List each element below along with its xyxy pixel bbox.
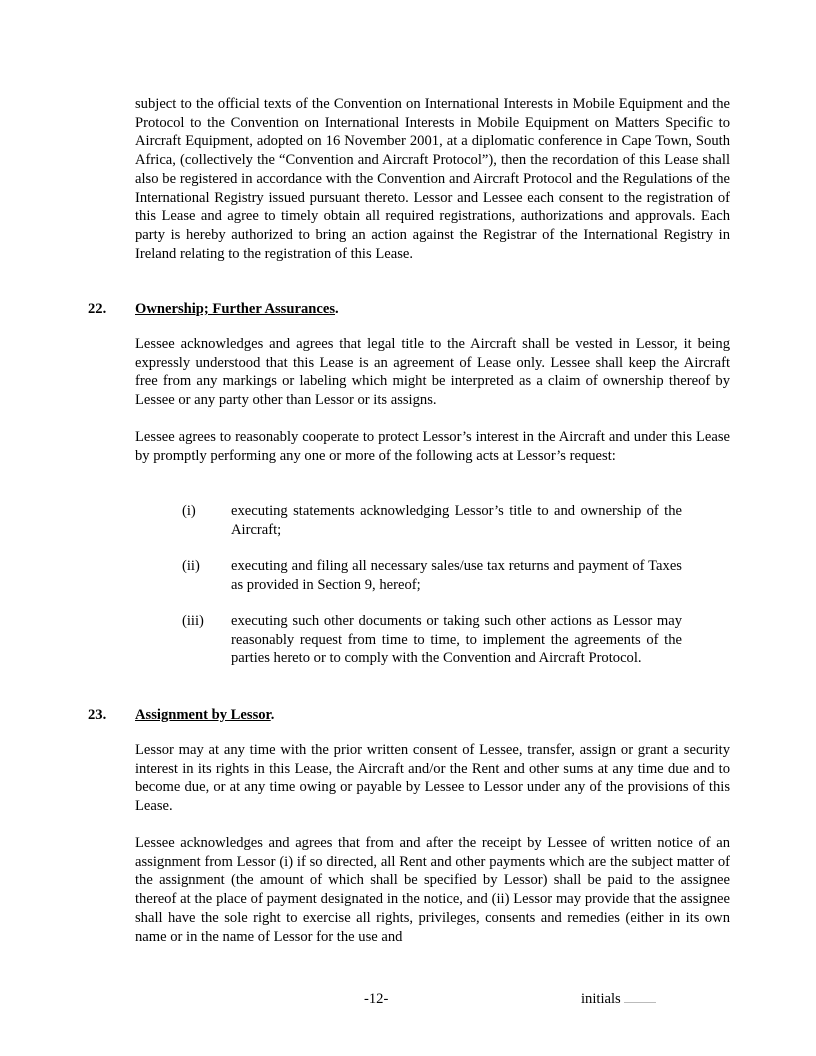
section-22-paragraph-1: Lessee acknowledges and agrees that legal title to the Aircraft shall be vested in Lessor, it being expressly understood that this Lease is an agreement of Lease only. Lessee shall keep the Aircraft free from any markings or labeling which might be interpreted as a claim of ownership thereof by Lessee or any party other than Lessor or its assigns. bbox=[135, 336, 730, 409]
list-item-text: executing and filing all necessary sales/use tax returns and payment of Taxes as provided in Section 9, hereof; bbox=[231, 558, 682, 593]
section-23-title: Assignment by Lessor bbox=[135, 707, 271, 723]
section-23-paragraph-1: Lessor may at any time with the prior written consent of Lessee, transfer, assign or grant a security interest in its rights in this Lease, the Aircraft and/or the Rent and other sums at any time due and to become due, or at any time owing or payable by Lessee to Lessor under any of the provisions of this Lease. bbox=[135, 742, 730, 815]
section-22-period: . bbox=[335, 301, 339, 317]
list-item-text: executing such other documents or taking such other actions as Lessor may reasonably request from time to time, to implement the agreements of the parties hereto or to comply with the Convention and Aircraft Protocol. bbox=[231, 613, 682, 667]
section-23-number: 23. bbox=[88, 707, 107, 723]
list-item-label: (ii) bbox=[182, 558, 200, 574]
section-23-paragraph-2: Lessee acknowledges and agrees that from and after the receipt by Lessee of written notice of an assignment from Lessor (i) if so directed, all Rent and other payments which are the subject matter of the assignment (the amount of which shall be specified by Lessor) shall be paid to the assignee thereof at the place of payment designated in the notice, and (ii) Lessor may provide that the assignee shall have the sole right to exercise all rights, privileges, consents and remedies (either in its own name or in the name of Lessor for the use and bbox=[135, 835, 730, 945]
initials-label: initials bbox=[581, 991, 621, 1007]
section-22-title: Ownership; Further Assurances bbox=[135, 301, 335, 317]
list-item-label: (i) bbox=[182, 503, 196, 519]
page-number: -12- bbox=[364, 991, 389, 1007]
section-22-heading bbox=[135, 300, 339, 319]
section-22-paragraph-2: Lessee agrees to reasonably cooperate to protect Lessor’s interest in the Aircraft and under this Lease by promptly performing any one or more of the following acts at Lessor’s request: bbox=[135, 429, 730, 464]
continued-paragraph: subject to the official texts of the Convention on International Interests in Mobile Equipment and the Protocol to the Convention on International Interests in Mobile Equipment on Matters Specific to Aircraft Equipment, adopted on 16 November 2001, at a diplomatic conference in Cape Town, South Africa, (collectively the “Convention and Aircraft Protocol”), then the recordation of this Lease shall also be registered in accordance with the Convention and Aircraft Protocol and the Regulations of the International Registry issued pursuant thereto. Lessor and Lessee each consent to the registration of this Lease and agree to timely obtain all required registrations, authorizations and approvals. Each party is hereby authorized to bring an action against the Registrar of the International Registry in Ireland relating to the registration of this Lease. bbox=[135, 96, 730, 262]
section-22-number: 22. bbox=[88, 301, 107, 317]
initials-field bbox=[581, 990, 656, 1009]
section-23-heading bbox=[135, 706, 274, 725]
initials-blank-line bbox=[624, 990, 656, 1003]
list-item-text: executing statements acknowledging Lessor’s title to and ownership of the Aircraft; bbox=[231, 503, 682, 538]
section-23-period: . bbox=[270, 707, 275, 723]
list-item-label: (iii) bbox=[182, 613, 204, 629]
